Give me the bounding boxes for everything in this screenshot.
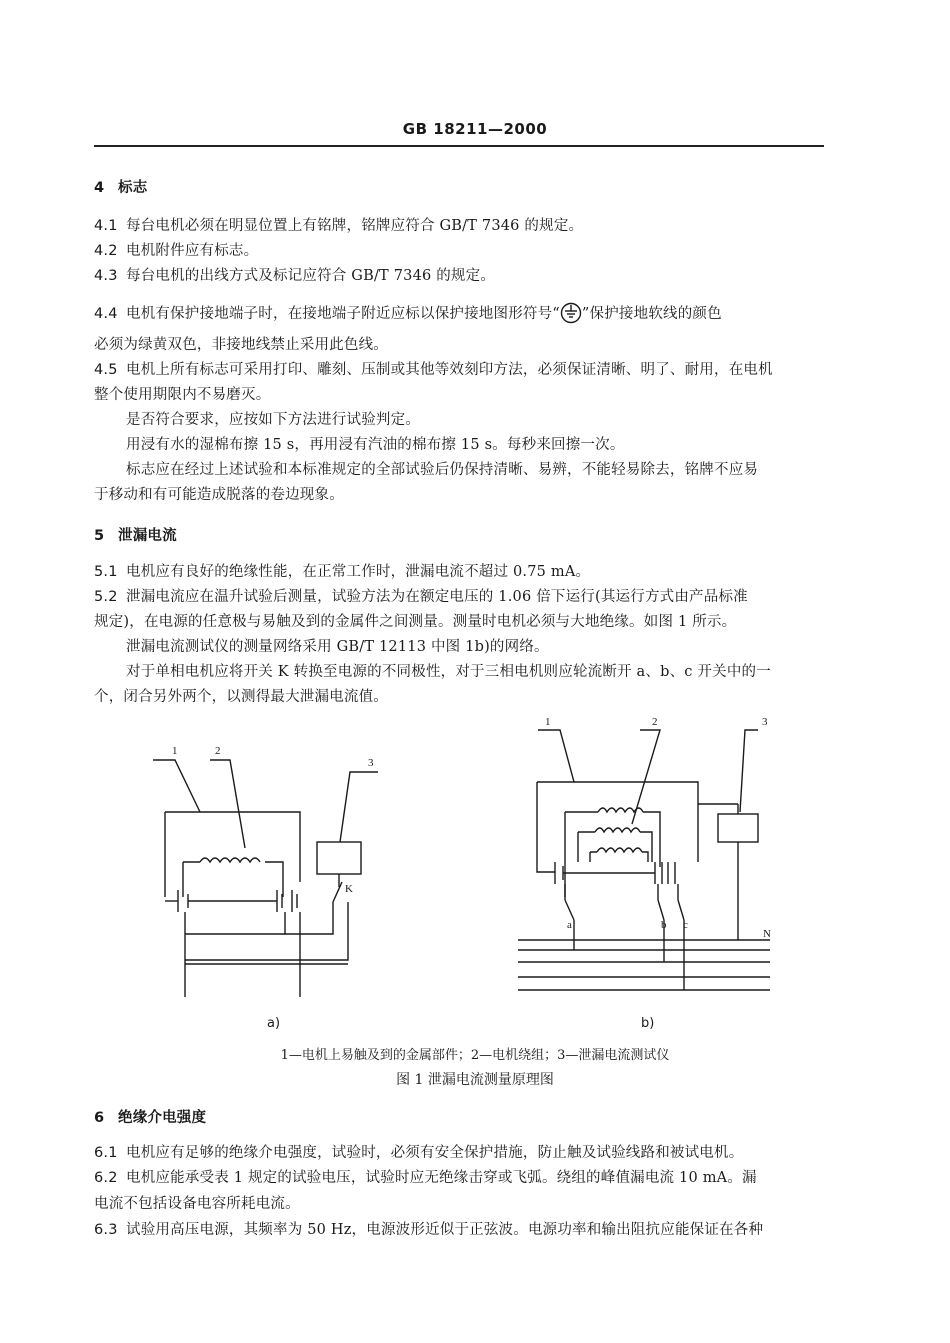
fig-a-label-1: 1 (172, 745, 178, 757)
fig-a-label-3: 3 (368, 757, 374, 769)
figure-legend: 1—电机上易触及到的金属部件；2—电机绕组；3—泄漏电流测试仪 (280, 1048, 670, 1063)
section-6-heading: 6 绝缘介电强度 (94, 1110, 207, 1126)
para-5-1: 5.1 电机应有良好的绝缘性能，在正常工作时，泄漏电流不超过 0.75 mA。 (94, 564, 591, 580)
para-6-2-line2: 电流不包括设备电容所耗电流。 (94, 1196, 300, 1212)
subfigure-b-label: b) (641, 1016, 655, 1031)
protective-earth-icon (560, 302, 582, 324)
fig-b-label-3: 3 (762, 716, 768, 728)
para-4-5-line3: 是否符合要求，应按如下方法进行试验判定。 (126, 412, 420, 428)
standard-header: GB 18211—2000 (402, 120, 548, 138)
fig-a-switch-k: K (345, 883, 353, 895)
para-4-5-line4: 用浸有水的湿棉布擦 15 s，再用浸有汽油的棉布擦 15 s。每秒来回擦一次。 (126, 437, 625, 453)
para-5-2-line2: 规定)，在电源的任意极与易触及到的金属件之间测量。测量时电机必须与大地绝缘。如图 1 所示。 (94, 614, 737, 630)
para-6-3: 6.3 试验用高压电源，其频率为 50 Hz，电源波形近似于正弦波。电源功率和输出阻抗应能保证在各种 (94, 1222, 764, 1238)
para-4-4-cont: 必须为绿黄双色，非接地线禁止采用此色线。 (94, 337, 388, 353)
para-6-2: 6.2 电机应能承受表 1 规定的试验电压，试验时应无绝缘击穿或飞弧。绕组的峰值漏电流 10 mA。漏 (94, 1170, 757, 1186)
header-rule (94, 145, 824, 147)
section-4-heading: 4 标志 (94, 180, 148, 196)
para-5-2-line4: 对于单相电机应将开关 K 转换至电源的不同极性，对于三相电机则应轮流断开 a、b、c 开关中的一 (126, 664, 771, 680)
figure-1-diagram (0, 712, 950, 1042)
para-4-5-line5: 标志应在经过上述试验和本标准规定的全部试验后仍保持清晰、易辨，不能轻易除去，铭牌不应易 (126, 462, 759, 478)
para-4-3: 4.3 每台电机的出线方式及标记应符合 GB/T 7346 的规定。 (94, 268, 496, 284)
para-4-4: 4.4 电机有保护接地端子时，在接地端子附近应标以保护接地图形符号“ ”保护接地软线的颜色 (94, 302, 827, 324)
fig-b-switch-b: b (661, 919, 667, 931)
para-4-5: 4.5 电机上所有标志可采用打印、雕刻、压制或其他等效刻印方法，必须保证清晰、明了、耐用，在电机 (94, 362, 773, 378)
para-5-2-line5: 个，闭合另外两个，以测得最大泄漏电流值。 (94, 689, 388, 705)
fig-b-neutral-n: N (763, 928, 771, 940)
fig-b-switch-c: c (683, 919, 688, 931)
section-5-heading: 5 泄漏电流 (94, 528, 177, 544)
diagram-b (518, 730, 770, 990)
para-4-5-line6: 于移动和有可能造成脱落的卷边现象。 (94, 487, 344, 503)
fig-a-label-2: 2 (215, 745, 221, 757)
para-6-1: 6.1 电机应有足够的绝缘介电强度，试验时，必须有安全保护措施，防止触及试验线路和被试电机。 (94, 1145, 744, 1161)
diagram-a (153, 760, 378, 997)
para-4-2: 4.2 电机附件应有标志。 (94, 243, 259, 259)
para-5-2: 5.2 泄漏电流应在温升试验后测量，试验方法为在额定电压的 1.06 倍下运行(其运行方式由产品标准 (94, 589, 748, 605)
figure-caption: 图 1 泄漏电流测量原理图 (396, 1072, 554, 1088)
para-5-2-line3: 泄漏电流测试仪的测量网络采用 GB/T 12113 中图 1b)的网络。 (126, 639, 549, 655)
subfigure-a-label: a) (267, 1016, 281, 1031)
fig-b-label-1: 1 (545, 716, 551, 728)
para-4-5-line2: 整个使用期限内不易磨灭。 (94, 387, 271, 403)
fig-b-switch-a: a (567, 919, 572, 931)
para-4-1: 4.1 每台电机必须在明显位置上有铭牌，铭牌应符合 GB/T 7346 的规定。 (94, 218, 584, 234)
fig-b-label-2: 2 (652, 716, 658, 728)
